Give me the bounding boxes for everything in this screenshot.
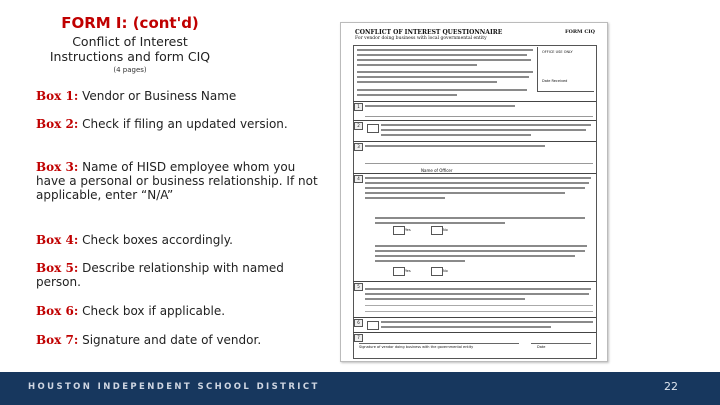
box-6-instruction xyxy=(36,304,326,318)
form-text-line xyxy=(375,250,585,252)
form-header-subtitle: For vendor doing business with local governmental entity xyxy=(355,36,487,41)
form-checkbox-no xyxy=(431,226,443,235)
form-text-line xyxy=(375,217,585,219)
form-text-line xyxy=(365,187,585,189)
answer-no-label: No xyxy=(443,228,448,232)
signature-line xyxy=(359,343,519,344)
form-divider xyxy=(353,332,596,333)
answer-yes-label: Yes xyxy=(405,269,411,273)
form-text-line xyxy=(365,298,525,300)
form-field-line xyxy=(365,163,593,164)
form-checkbox-yes xyxy=(393,267,405,276)
date-received-label: Date Received xyxy=(542,79,568,83)
form-text-line xyxy=(375,255,575,257)
form-code: FORM CIQ xyxy=(564,29,595,35)
footer-bar xyxy=(0,372,720,405)
slide-subtitle xyxy=(0,34,260,64)
form-text-line xyxy=(365,145,545,147)
form-divider xyxy=(353,101,596,102)
slide-title: FORM I: (cont'd) xyxy=(61,14,199,32)
box-4-label: Box 4: xyxy=(36,233,79,247)
form-text-line xyxy=(357,89,527,91)
form-text-line xyxy=(381,321,593,323)
box-2-instruction xyxy=(36,117,326,131)
form-checkbox-yes xyxy=(393,226,405,235)
form-field-line xyxy=(365,305,593,306)
box-6-label: Box 6: xyxy=(36,304,79,318)
form-section-4: 4 xyxy=(354,175,363,183)
box-7-text: Signature and date of vendor. xyxy=(82,333,262,347)
box-4-text: Check boxes accordingly. xyxy=(82,233,233,247)
box-3-label: Box 3: xyxy=(36,160,79,174)
form-divider xyxy=(353,317,596,318)
form-checkbox xyxy=(367,124,379,133)
form-text-line xyxy=(365,105,515,107)
form-text-line xyxy=(365,182,589,184)
form-text-line xyxy=(381,124,591,126)
form-text-line xyxy=(365,197,445,199)
form-text-line xyxy=(381,129,586,131)
form-section-3: 3 xyxy=(354,143,363,151)
pages-note: (4 pages) xyxy=(113,66,147,74)
form-text-line xyxy=(357,76,529,78)
box-1-label: Box 1: xyxy=(36,89,79,103)
form-text-line xyxy=(357,54,527,56)
form-field-line xyxy=(365,116,593,117)
form-text-line xyxy=(375,260,465,262)
form-text-line xyxy=(357,59,531,61)
form-text-line xyxy=(365,177,591,179)
form-text-line xyxy=(357,94,457,96)
box-4-instruction xyxy=(36,233,326,247)
form-text-line xyxy=(357,71,533,73)
box-2-text: Check if filing an updated version. xyxy=(82,117,288,131)
form-section-5: 5 xyxy=(354,283,363,291)
box-7-label: Box 7: xyxy=(36,333,79,347)
box-6-text: Check box if applicable. xyxy=(82,304,226,318)
subtitle-line-2: Instructions and form CIQ xyxy=(49,49,211,64)
form-text-line xyxy=(365,293,589,295)
answer-no-label: No xyxy=(443,269,448,273)
form-divider xyxy=(353,281,596,282)
form-section-7: 7 xyxy=(354,334,363,342)
box-7-instruction xyxy=(36,333,326,347)
box-1-instruction xyxy=(36,89,326,103)
form-text-line xyxy=(381,326,551,328)
form-text-line xyxy=(365,192,565,194)
box-5-instruction xyxy=(36,261,326,289)
box-1-text: Vendor or Business Name xyxy=(82,89,237,103)
form-divider xyxy=(353,141,596,142)
form-checkbox xyxy=(367,321,379,330)
form-text-line xyxy=(375,245,587,247)
form-text-line xyxy=(365,288,591,290)
form-divider xyxy=(353,173,596,174)
form-text-line xyxy=(357,64,477,66)
date-label: Date xyxy=(537,345,546,349)
form-field-line xyxy=(365,311,593,312)
form-text-line xyxy=(357,81,497,83)
box-2-label: Box 2: xyxy=(36,117,79,131)
form-text-line xyxy=(381,134,531,136)
page-number: 22 xyxy=(664,380,678,393)
form-section-1: 1 xyxy=(354,103,363,111)
named-officer-label: Name of Officer xyxy=(421,168,453,173)
ciq-form-image xyxy=(340,22,608,362)
form-divider xyxy=(353,120,596,121)
form-section-6: 6 xyxy=(354,319,363,327)
form-checkbox-no xyxy=(431,267,443,276)
form-section-2: 2 xyxy=(354,122,363,130)
box-5-text: Describe relationship with named person. xyxy=(36,261,284,289)
form-text-line xyxy=(357,49,533,51)
box-3-text: Name of HISD employee whom you have a personal or business relationship. If not applicable, enter “N/A” xyxy=(36,160,318,202)
office-use-label: OFFICE USE ONLY xyxy=(542,50,573,54)
footer-organization: HOUSTON INDEPENDENT SCHOOL DISTRICT xyxy=(28,382,320,392)
box-5-label: Box 5: xyxy=(36,261,79,275)
form-header-title: CONFLICT OF INTEREST QUESTIONNAIRE xyxy=(355,29,503,36)
date-line xyxy=(531,343,591,344)
box-3-instruction xyxy=(36,160,326,202)
form-text-line xyxy=(375,222,505,224)
answer-yes-label: Yes xyxy=(405,228,411,232)
subtitle-line-1: Conflict of Interest xyxy=(72,34,188,49)
signature-label: Signature of vendor doing business with the governmental entity xyxy=(359,345,474,349)
